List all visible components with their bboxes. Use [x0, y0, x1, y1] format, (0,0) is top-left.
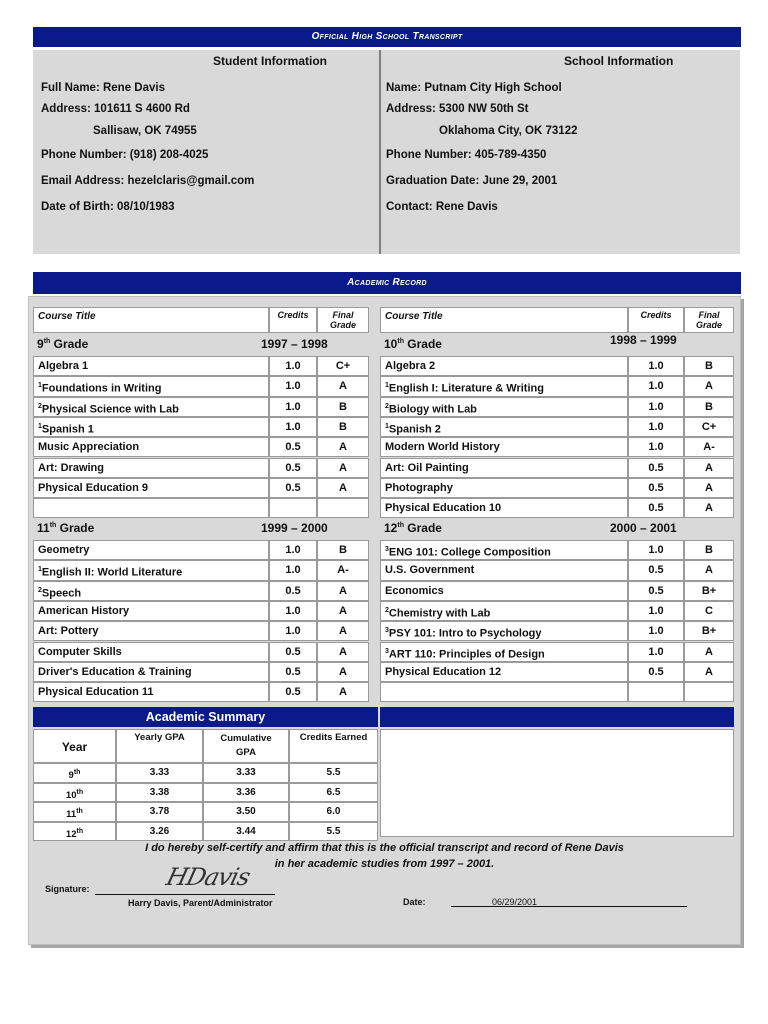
course-credits: 0.5 [269, 437, 317, 457]
summary-header-cumulative-gpa [203, 729, 289, 763]
course-name: Spanish 1 [41, 423, 94, 436]
gpa-label: GPA [236, 747, 256, 758]
course-credits: 0.5 [628, 498, 684, 518]
summary-credits-earned: 6.0 [289, 802, 378, 822]
student-dob: Date of Birth: 08/10/1983 [41, 201, 175, 213]
course-grade: A [317, 621, 369, 641]
summary-credits-earned: 6.5 [289, 783, 378, 803]
course-title [33, 417, 269, 437]
date-label: Date: [403, 897, 426, 907]
grade-heading-12 [384, 521, 442, 535]
left-col-final-grade [317, 307, 369, 333]
footnote-marker: 2 [385, 606, 389, 614]
footnote-marker: 2 [38, 402, 42, 410]
course-credits: 1.0 [628, 621, 684, 641]
certification-line-1: I do hereby self-certify and affirm that this is the official transcript and record of Rene Davis [145, 842, 624, 854]
course-credits [269, 498, 317, 518]
footnote-marker: 3 [385, 546, 389, 553]
course-grade: A [684, 458, 734, 478]
course-credits: 0.5 [628, 478, 684, 498]
left-col-credits: Credits [269, 307, 317, 333]
course-title [33, 642, 269, 662]
signature-handwriting: HDavis [163, 863, 253, 891]
grade-years-12: 2000 – 2001 [610, 521, 677, 535]
course-title [33, 540, 269, 560]
course-credits: 0.5 [628, 662, 684, 682]
left-col-course-title: Course Title [33, 307, 269, 333]
signature-line [95, 894, 275, 895]
student-info-panel [33, 50, 379, 254]
course-grade: B [684, 356, 734, 376]
school-phone: Phone Number: 405-789-4350 [386, 149, 547, 161]
course-credits: 0.5 [269, 581, 317, 601]
course-title [33, 458, 269, 478]
course-name: U.S. Government [385, 564, 475, 577]
course-grade: B [317, 540, 369, 560]
course-title [380, 642, 628, 662]
signature-label: Signature: [45, 884, 90, 894]
grade-suffix: Grade [56, 521, 95, 535]
left-grade-label: Grade [329, 320, 356, 330]
course-grade: A- [684, 437, 734, 457]
course-name: PSY 101: Intro to Psychology [388, 627, 542, 640]
summary-yearly-gpa: 3.33 [116, 763, 203, 783]
course-grade: B+ [684, 581, 734, 601]
course-credits: 1.0 [269, 356, 317, 376]
summary-yearly-gpa: 3.38 [116, 783, 203, 803]
course-name: Physical Education 10 [385, 502, 502, 515]
course-title [33, 498, 269, 518]
summary-blank-area [380, 729, 734, 837]
course-name: Art: Drawing [38, 461, 104, 474]
course-name: American History [38, 604, 130, 617]
grade-suffix: Grade [403, 521, 442, 535]
grade-suffix: Grade [50, 337, 89, 351]
course-name: Art: Pottery [38, 625, 99, 638]
course-grade: A [684, 478, 734, 498]
student-email: Email Address: hezelclaris@gmail.com [41, 175, 255, 187]
grade-heading-11 [37, 521, 94, 535]
left-final-label: Final [332, 310, 354, 320]
footnote-marker: 1 [38, 422, 42, 430]
summary-yearly-gpa: 3.26 [116, 822, 203, 842]
course-credits: 0.5 [269, 662, 317, 682]
student-phone: Phone Number: (918) 208-4025 [41, 149, 209, 161]
course-name: Computer Skills [38, 645, 122, 658]
course-name: Music Appreciation [38, 441, 140, 454]
course-grade [317, 498, 369, 518]
footnote-marker: 3 [385, 647, 389, 655]
course-grade: B+ [684, 621, 734, 641]
summary-year-number: 11 [66, 809, 77, 821]
course-grade: A- [317, 560, 369, 580]
course-credits: 0.5 [269, 458, 317, 478]
course-title [33, 376, 269, 396]
grade-ordinal: th [397, 522, 404, 529]
course-credits: 1.0 [628, 417, 684, 437]
course-title [33, 356, 269, 376]
right-grade-label: Grade [695, 320, 722, 330]
date-line [451, 906, 687, 907]
course-grade: A [317, 642, 369, 662]
course-name: Biology with Lab [388, 403, 477, 416]
course-title [380, 682, 628, 702]
course-credits: 1.0 [628, 601, 684, 621]
summary-credits-earned: 5.5 [289, 822, 378, 842]
summary-year [33, 763, 116, 783]
course-credits: 1.0 [269, 376, 317, 396]
course-name: Algebra 2 [385, 360, 436, 372]
course-title [33, 662, 269, 682]
course-title [33, 581, 269, 601]
summary-year-ordinal: th [76, 788, 84, 796]
course-credits: 1.0 [628, 356, 684, 376]
grade-ordinal: th [49, 522, 57, 529]
course-name: Speech [41, 587, 82, 600]
course-title [380, 417, 628, 437]
course-credits: 0.5 [269, 682, 317, 702]
academic-record-title: Academic Record [33, 272, 741, 294]
school-info-heading: School Information [564, 54, 674, 68]
course-credits: 0.5 [628, 458, 684, 478]
course-title [33, 478, 269, 498]
summary-year-ordinal: th [76, 827, 84, 835]
summary-cumulative-gpa: 3.50 [203, 802, 289, 822]
grade-years-10: 1998 – 1999 [610, 333, 677, 347]
summary-header-yearly-gpa: Yearly GPA [116, 729, 203, 763]
summary-year [33, 783, 116, 803]
summary-bar-right [380, 707, 734, 727]
grade-number: 12 [384, 521, 398, 535]
course-grade: A [317, 682, 369, 702]
course-grade: A [317, 662, 369, 682]
course-title [33, 397, 269, 417]
course-grade: A [317, 458, 369, 478]
school-info-panel [381, 50, 740, 254]
grade-number: 11 [37, 521, 50, 535]
course-title [380, 458, 628, 478]
course-title [33, 601, 269, 621]
summary-header-credits-earned: Credits Earned [289, 729, 378, 763]
summary-cumulative-gpa: 3.33 [203, 763, 289, 783]
course-grade: B [684, 540, 734, 560]
course-title [380, 376, 628, 396]
summary-cumulative-gpa: 3.36 [203, 783, 289, 803]
grade-heading-10 [384, 337, 442, 351]
course-credits: 1.0 [269, 540, 317, 560]
grade-number: 9 [37, 337, 44, 351]
course-grade: C [684, 601, 734, 621]
summary-year-number: 10 [65, 789, 77, 801]
summary-year-ordinal: th [76, 808, 83, 815]
course-title [380, 356, 628, 376]
graduation-date: Graduation Date: June 29, 2001 [386, 175, 558, 187]
course-title [33, 437, 269, 457]
course-grade: C+ [317, 356, 369, 376]
course-credits: 0.5 [628, 581, 684, 601]
student-city: Sallisaw, OK 74955 [93, 125, 197, 137]
grade-years-9: 1997 – 1998 [261, 337, 328, 351]
grade-years-11: 1999 – 2000 [261, 521, 328, 535]
date-value: 06/29/2001 [492, 897, 538, 907]
course-title [380, 478, 628, 498]
course-title [380, 560, 628, 580]
footnote-marker: 2 [38, 586, 42, 594]
course-title [33, 682, 269, 702]
footnote-marker: 1 [385, 382, 389, 390]
course-grade: A [317, 601, 369, 621]
course-title [380, 662, 628, 682]
right-col-credits: Credits [628, 307, 684, 333]
course-grade: A [684, 498, 734, 518]
course-title [380, 437, 628, 457]
summary-credits-earned: 5.5 [289, 763, 378, 783]
course-name: Foundations in Writing [41, 382, 162, 395]
course-title [33, 560, 269, 580]
course-name: ENG 101: College Composition [388, 546, 551, 559]
school-contact: Contact: Rene Davis [386, 201, 498, 213]
course-name: Physical Education 11 [38, 686, 154, 699]
course-name: Spanish 2 [388, 423, 441, 436]
academic-summary-title: Academic Summary [33, 707, 378, 727]
course-credits: 1.0 [628, 642, 684, 662]
certification-line-2: in her academic studies from 1997 – 2001. [274, 858, 495, 870]
course-name: Modern World History [385, 441, 500, 454]
course-name: ART 110: Principles of Design [388, 648, 545, 661]
course-grade: B [317, 397, 369, 417]
right-final-label: Final [698, 310, 720, 320]
summary-year-ordinal: th [73, 769, 81, 776]
course-name: Chemistry with Lab [388, 607, 491, 620]
course-title [380, 621, 628, 641]
footnote-marker: 1 [38, 566, 42, 574]
footnote-marker: 3 [385, 627, 389, 635]
summary-year [33, 822, 116, 842]
right-col-course-title: Course Title [380, 307, 628, 333]
grade-suffix: Grade [403, 337, 442, 351]
footnote-marker: 2 [385, 402, 389, 410]
course-grade: B [317, 417, 369, 437]
course-grade: A [317, 581, 369, 601]
footnote-marker: 1 [385, 422, 389, 430]
course-title [380, 601, 628, 621]
course-credits: 1.0 [628, 437, 684, 457]
summary-yearly-gpa: 3.78 [116, 802, 203, 822]
course-credits [628, 682, 684, 702]
course-grade [684, 682, 734, 702]
course-name: Physical Education 12 [385, 665, 502, 678]
cumulative-label: Cumulative [220, 733, 272, 744]
course-credits: 0.5 [269, 642, 317, 662]
summary-year-number: 12 [65, 828, 77, 840]
course-credits: 1.0 [269, 397, 317, 417]
course-name: Driver's Education & Training [38, 665, 192, 678]
summary-header-year: Year [33, 729, 116, 763]
course-name: Geometry [38, 544, 90, 556]
course-grade: B [684, 397, 734, 417]
course-credits: 1.0 [269, 621, 317, 641]
summary-cumulative-gpa: 3.44 [203, 822, 289, 842]
school-city: Oklahoma City, OK 73122 [439, 125, 578, 137]
course-name: Photography [385, 481, 453, 494]
course-credits: 0.5 [628, 560, 684, 580]
student-full-name: Full Name: Rene Davis [41, 82, 165, 94]
course-name: Physical Science with Lab [41, 403, 179, 416]
course-name: Economics [385, 584, 444, 597]
course-credits: 1.0 [269, 417, 317, 437]
course-name: Algebra 1 [38, 360, 89, 372]
course-title [380, 498, 628, 518]
school-address: Address: 5300 NW 50th St [386, 103, 529, 115]
grade-heading-9 [37, 337, 88, 351]
course-credits: 1.0 [269, 560, 317, 580]
course-name: Physical Education 9 [38, 481, 149, 494]
course-title [33, 621, 269, 641]
course-name: English II: World Literature [41, 566, 183, 579]
course-credits: 1.0 [628, 540, 684, 560]
grade-number: 10 [384, 337, 398, 351]
student-address: Address: 101611 S 4600 Rd [41, 103, 190, 115]
course-grade: A [684, 560, 734, 580]
course-title [380, 540, 628, 560]
grade-ordinal: th [43, 338, 51, 345]
course-credits: 0.5 [269, 478, 317, 498]
signer-name: Harry Davis, Parent/Administrator [128, 898, 273, 908]
course-credits: 1.0 [269, 601, 317, 621]
course-name: English I: Literature & Writing [388, 382, 544, 395]
academic-record [28, 296, 741, 945]
summary-year-number: 9 [68, 770, 74, 782]
course-name: Art: Oil Painting [385, 461, 469, 474]
course-grade: A [684, 662, 734, 682]
course-credits: 1.0 [628, 376, 684, 396]
course-title [380, 581, 628, 601]
course-grade: A [317, 437, 369, 457]
course-grade: C+ [684, 417, 734, 437]
course-credits: 1.0 [628, 397, 684, 417]
grade-ordinal: th [397, 338, 404, 345]
footnote-marker: 1 [38, 382, 42, 390]
course-grade: A [684, 642, 734, 662]
student-info-heading: Student Information [213, 54, 327, 68]
course-grade: A [684, 376, 734, 396]
right-col-final-grade [684, 307, 734, 333]
course-grade: A [317, 478, 369, 498]
transcript-title: Official High School Transcript [33, 27, 741, 47]
course-title [380, 397, 628, 417]
school-name: Name: Putnam City High School [386, 82, 562, 94]
summary-year [33, 802, 116, 822]
course-grade: A [317, 376, 369, 396]
